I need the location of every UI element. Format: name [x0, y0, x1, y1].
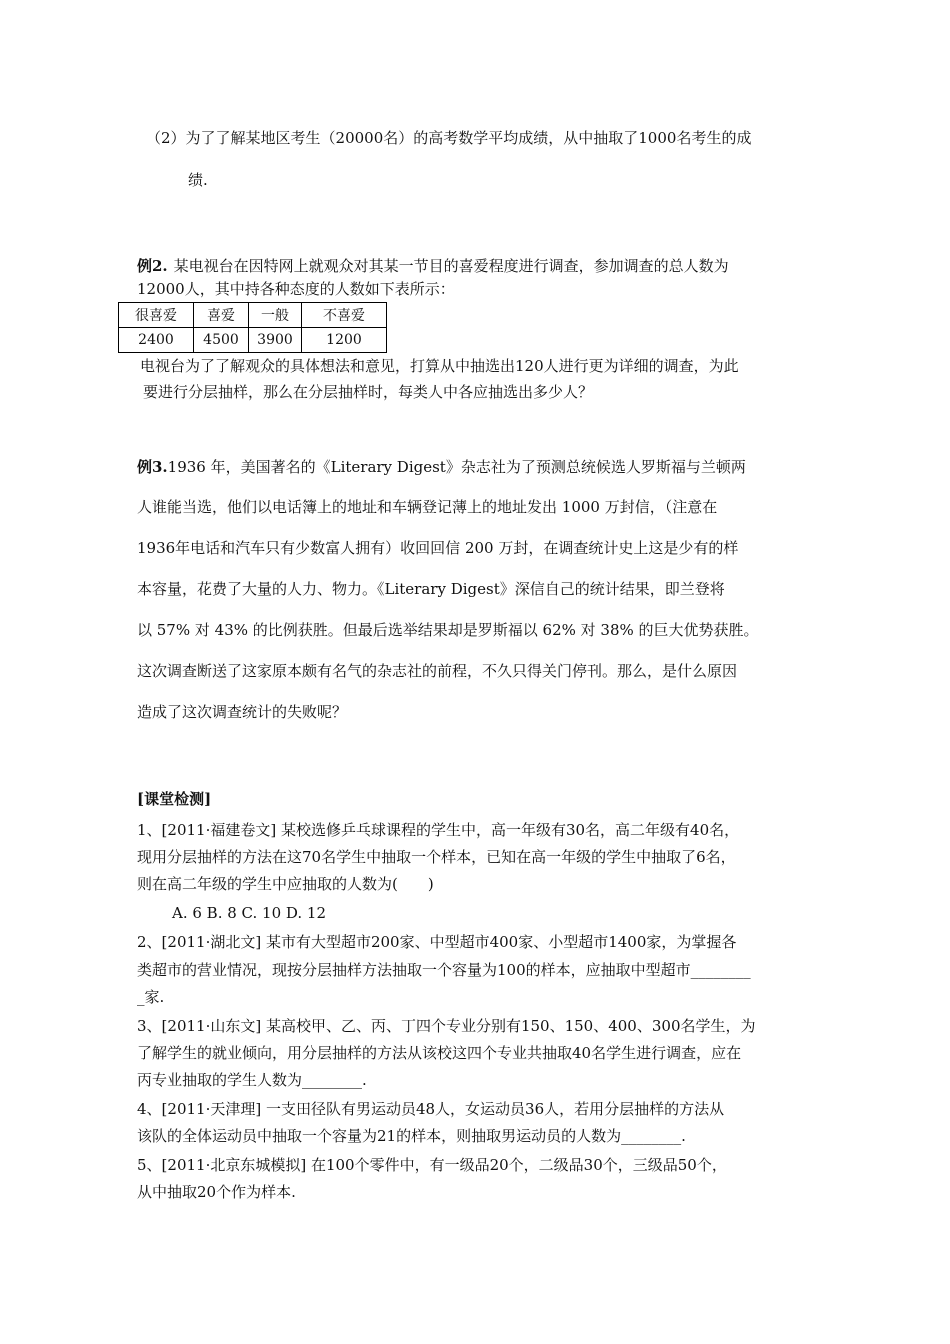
example3-text-1: 1936 年，美国著名的《Literary Digest》杂志社为了预测总统候选人罗斯福与兰顿两 — [167, 458, 746, 476]
q5-line-1: 5、[2011·北京东城模拟] 在100个零件中，有一级品20个，二级品30个，三级品50个， — [137, 1156, 727, 1174]
table-header-cell: 不喜爱 — [302, 303, 387, 328]
q1-options: A. 6 B. 8 C. 10 D. 12 — [172, 904, 326, 922]
q1-line-2: 现用分层抽样的方法在这70名学生中抽取一个样本，已知在高一年级的学生中抽取了6名， — [137, 848, 736, 866]
q1-line-1: 1、[2011·福建卷文] 某校选修乒乓球课程的学生中，高一年级有30名，高二年级有40名， — [137, 821, 740, 839]
table-header-cell: 喜爱 — [194, 303, 249, 328]
table-cell: 1200 — [302, 328, 387, 353]
part2-line-2: 绩. — [188, 171, 208, 189]
example2-line-1 — [137, 256, 729, 276]
q3-line-2: 了解学生的就业倾向，用分层抽样的方法从该校这四个专业共抽取40名学生进行调查，应在 — [137, 1044, 742, 1062]
example2-heading: 例2. — [137, 257, 168, 275]
table-row — [119, 328, 387, 353]
table-cell: 2400 — [119, 328, 194, 353]
q2-line-2: 类超市的营业情况，现按分层抽样方法抽取一个容量为100的样本，应抽取中型超市________ — [137, 961, 751, 979]
example2-line-3: 电视台为了了解观众的具体想法和意见，打算从中抽选出120人进行更为详细的调查，为此 — [140, 357, 739, 375]
table-header-row — [119, 303, 387, 328]
example2-line-2: 12000人，其中持各种态度的人数如下表所示： — [137, 280, 455, 298]
q5-line-2: 从中抽取20个作为样本. — [137, 1183, 296, 1201]
example3-line-5: 以 57% 对 43% 的比例获胜。但最后选举结果却是罗斯福以 62% 对 38% 的巨大优势获胜。 — [137, 621, 759, 639]
example3-line-1 — [137, 457, 746, 477]
part2-line-1: （2）为了了解某地区考生（20000名）的高考数学平均成绩，从中抽取了1000名考生的成 — [146, 129, 752, 147]
attitude-table — [118, 302, 387, 353]
q3-line-3: 丙专业抽取的学生人数为________. — [137, 1071, 367, 1089]
q2-line-3: _家. — [137, 988, 165, 1006]
q1-line-3: 则在高二年级的学生中应抽取的人数为( ) — [137, 875, 434, 893]
example2-text-1: 某电视台在因特网上就观众对其某一节目的喜爱程度进行调查，参加调查的总人数为 — [173, 257, 729, 275]
example3-line-3: 1936年电话和汽车只有少数富人拥有）收回回信 200 万封，在调查统计史上这是少有的样 — [137, 539, 739, 557]
example2-line-4: 要进行分层抽样，那么在分层抽样时，每类人中各应抽选出多少人？ — [143, 383, 594, 401]
q3-line-1: 3、[2011·山东文] 某高校甲、乙、丙、丁四个专业分别有150、150、400、300名学生，为 — [137, 1017, 756, 1035]
example3-heading: 例3. — [137, 458, 168, 476]
example3-line-7: 造成了这次调查统计的失败呢？ — [137, 703, 348, 721]
example3-line-4: 本容量，花费了大量的人力、物力。《Literary Digest》深信自己的统计结果，即兰登将 — [137, 580, 725, 598]
table-cell: 3900 — [249, 328, 302, 353]
table-header-cell: 很喜爱 — [119, 303, 194, 328]
table-cell: 4500 — [194, 328, 249, 353]
example3-line-2: 人谁能当选，他们以电话簿上的地址和车辆登记薄上的地址发出 1000 万封信，（注意在 — [137, 498, 718, 516]
table-header-cell: 一般 — [249, 303, 302, 328]
q4-line-1: 4、[2011·天津理] 一支田径队有男运动员48人，女运动员36人，若用分层抽样的方法从 — [137, 1100, 725, 1118]
classroom-heading: [课堂检测] — [137, 790, 212, 808]
q2-line-1: 2、[2011·湖北文] 某市有大型超市200家、中型超市400家、小型超市1400家，为掌握各 — [137, 933, 737, 951]
q4-line-2: 该队的全体运动员中抽取一个容量为21的样本，则抽取男运动员的人数为________. — [137, 1127, 686, 1145]
example3-line-6: 这次调查断送了这家原本颇有名气的杂志社的前程，不久只得关门停刊。那么，是什么原因 — [137, 662, 738, 680]
